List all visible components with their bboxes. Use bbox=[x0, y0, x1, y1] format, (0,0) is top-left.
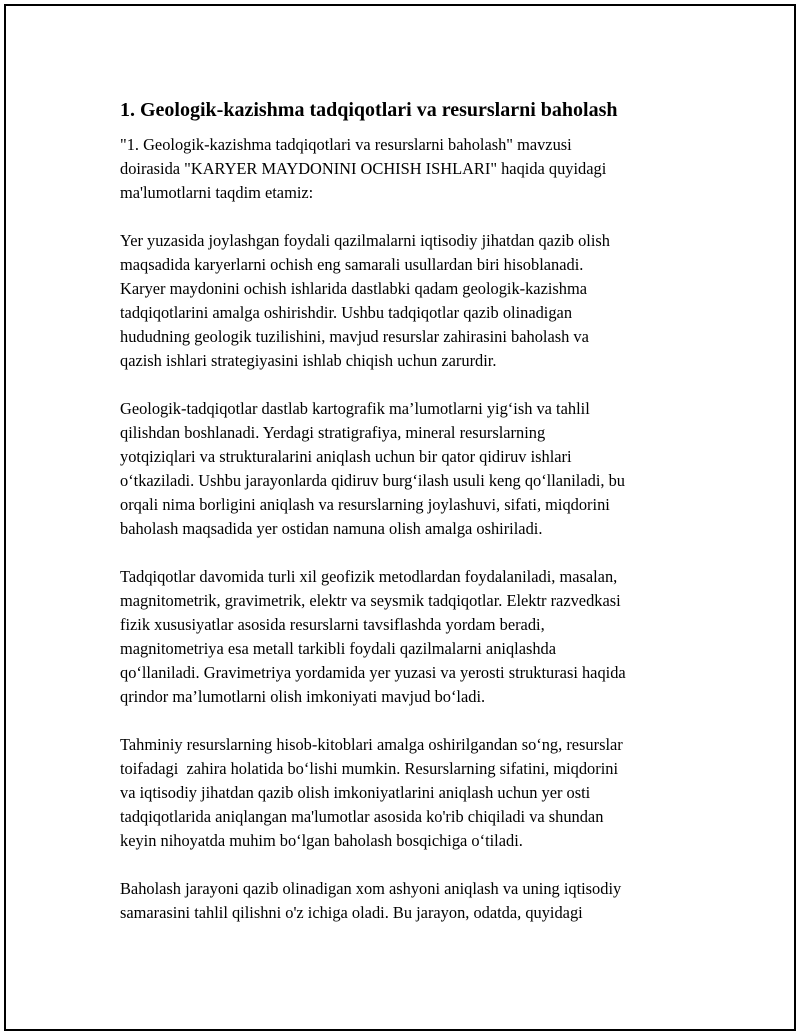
paragraph-line: orqali nima borligini aniqlash va resurslarning joylashuvi, sifati, miqdorini bbox=[120, 495, 610, 514]
paragraph-line: Tadqiqotlar davomida turli xil geofizik metodlardan foydalaniladi, masalan, bbox=[120, 567, 618, 586]
paragraph-line: doirasida "KARYER MAYDONINI OCHISH ISHLARI" haqida quyidagi bbox=[120, 159, 607, 178]
paragraph-line: qilishdan boshlanadi. Yerdagi stratigrafiya, mineral resurslarning bbox=[120, 423, 546, 442]
paragraph-line: fizik xususiyatlar asosida resurslarni tavsiflashda yordam beradi, bbox=[120, 615, 545, 634]
paragraph-line: "1. Geologik-kazishma tadqiqotlari va resurslarni baholash" mavzusi bbox=[120, 135, 572, 154]
paragraph-line: Yer yuzasida joylashgan foydali qazilmalarni iqtisodiy jihatdan qazib olish bbox=[120, 231, 610, 250]
intro-paragraph bbox=[120, 133, 700, 205]
paragraph-line: qo‘llaniladi. Gravimetriya yordamida yer yuzasi va yerosti strukturasi haqida bbox=[120, 663, 626, 682]
page-frame bbox=[4, 4, 796, 1031]
body-paragraph bbox=[120, 733, 700, 853]
paragraph-line: ma'lumotlarni taqdim etamiz: bbox=[120, 183, 314, 202]
paragraph-line: yotqiziqlari va strukturalarini aniqlash uchun bir qator qidiruv ishlari bbox=[120, 447, 572, 466]
body-paragraph bbox=[120, 877, 700, 925]
paragraph-line: tadqiqotlarida aniqlangan ma'lumotlar asosida ko'rib chiqiladi va shundan bbox=[120, 807, 604, 826]
paragraph-line: Karyer maydonini ochish ishlarida dastlabki qadam geologik-kazishma bbox=[120, 279, 588, 298]
paragraph-line: qrindor ma’lumotlarni olish imkoniyati mavjud bo‘ladi. bbox=[120, 687, 486, 706]
paragraph-line: Baholash jarayoni qazib olinadigan xom ashyoni aniqlash va uning iqtisodiy bbox=[120, 879, 622, 898]
body-paragraph bbox=[120, 565, 700, 709]
paragraph-line: Tahminiy resurslarning hisob-kitoblari amalga oshirilgandan so‘ng, resurslar bbox=[120, 735, 623, 754]
paragraph-line: samarasini tahlil qilishni o'z ichiga oladi. Bu jarayon, odatda, quyidagi bbox=[120, 903, 583, 922]
paragraph-line: o‘tkaziladi. Ushbu jarayonlarda qidiruv burg‘ilash usuli keng qo‘llaniladi, bu bbox=[120, 471, 625, 490]
body-paragraph bbox=[120, 229, 700, 373]
page-title: 1. Geologik-kazishma tadqiqotlari va resurslarni baholash bbox=[120, 99, 618, 121]
paragraph-line: baholash maqsadida yer ostidan namuna olish amalga oshiriladi. bbox=[120, 519, 543, 538]
paragraph-line: va iqtisodiy jihatdan qazib olish imkoniyatlarini aniqlash uchun yer osti bbox=[120, 783, 591, 802]
paragraph-line: keyin nihoyatda muhim bo‘lgan baholash bosqichiga o‘tiladi. bbox=[120, 831, 523, 850]
paragraph-line: maqsadida karyerlarni ochish eng samarali usullardan biri hisoblanadi. bbox=[120, 255, 584, 274]
document-body bbox=[120, 96, 700, 949]
paragraph-line: toifadagi zahira holatida bo‘lishi mumkin. Resurslarning sifatini, miqdorini bbox=[120, 759, 619, 778]
paragraph-line: hududning geologik tuzilishini, mavjud resurslar zahirasini baholash va bbox=[120, 327, 589, 346]
paragraph-line: Geologik-tadqiqotlar dastlab kartografik ma’lumotlarni yig‘ish va tahlil bbox=[120, 399, 590, 418]
paragraph-line: tadqiqotlarini amalga oshirishdir. Ushbu tadqiqotlar qazib olinadigan bbox=[120, 303, 573, 322]
paragraph-line: magnitometriya esa metall tarkibli foydali qazilmalarni aniqlashda bbox=[120, 639, 557, 658]
paragraph-line: magnitometrik, gravimetrik, elektr va seysmik tadqiqotlar. Elektr razvedkasi bbox=[120, 591, 621, 610]
paragraph-line: qazish ishlari strategiyasini ishlab chiqish uchun zarurdir. bbox=[120, 351, 497, 370]
body-paragraph bbox=[120, 397, 700, 541]
